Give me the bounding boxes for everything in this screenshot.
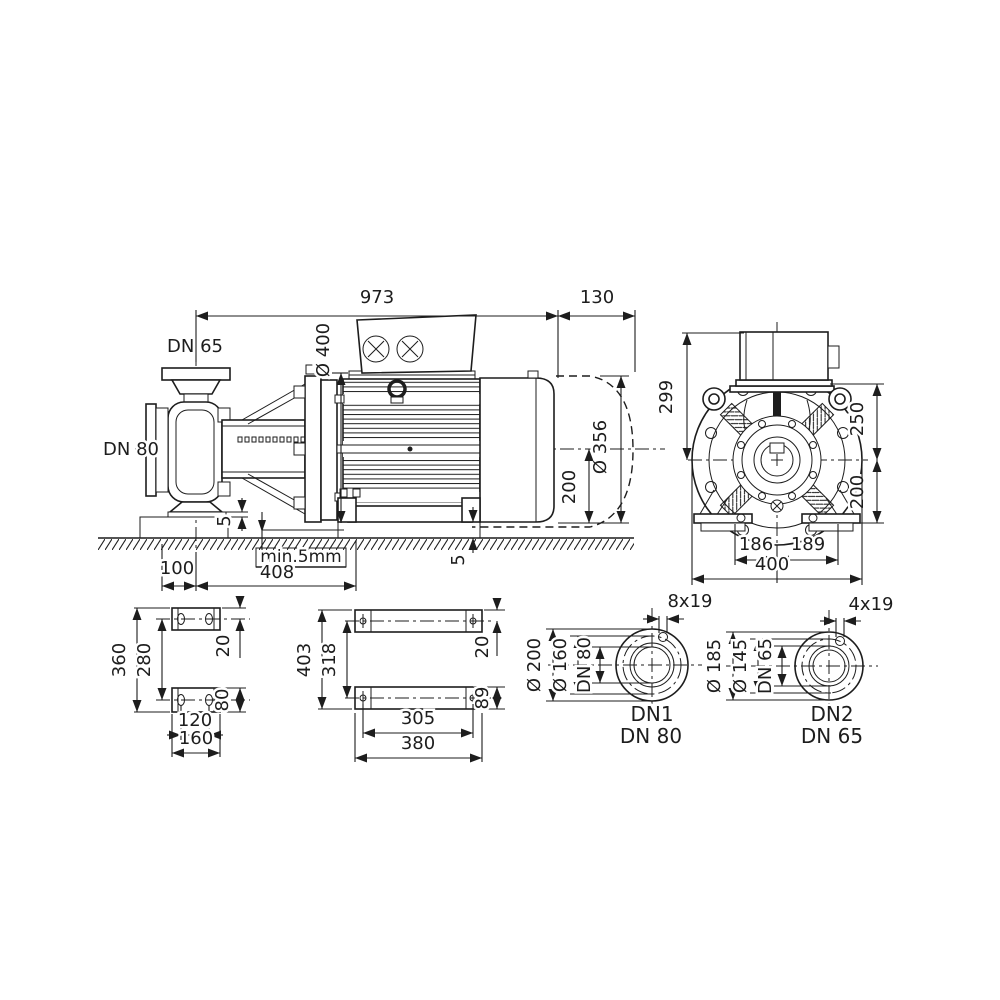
suction-neck [172, 380, 220, 394]
mf-hole-pitch-width-label: 305 [400, 708, 436, 729]
dn1-outer-diameter-label: Ø 200 [524, 637, 545, 693]
envelope-diameter-label: Ø 356 [590, 419, 611, 475]
motor-diameter-label: Ø 400 [313, 322, 334, 378]
pf-hole-pitch-length-label: 280 [134, 642, 155, 678]
pump-foot-plan [109, 598, 250, 757]
keyway [770, 443, 784, 453]
pf-hole-offset-label: 20 [213, 634, 234, 658]
mf-hole-pitch-length-label: 318 [319, 642, 340, 678]
housing-nub [528, 371, 538, 378]
flange-dn1-view [524, 591, 713, 748]
motor-foot-plan [294, 599, 505, 762]
dn1-dimensions [524, 591, 713, 701]
tie-rod-band-top [343, 394, 480, 404]
axis-to-base-label: 200 [847, 474, 868, 510]
motor-flange [294, 365, 337, 522]
discharge-port-label: DN 80 [103, 439, 159, 460]
dn2-bolt-pattern-label: 4x19 [848, 594, 894, 615]
rail-bolt-2 [353, 489, 360, 497]
mf-hole-offset-label: 20 [472, 635, 493, 659]
overall-width-label: 400 [754, 554, 790, 575]
suction-port-label: DN 65 [167, 336, 223, 357]
lantern-flange-plate [305, 376, 321, 522]
motor-rail [348, 506, 472, 522]
axis-to-box-top-label: 299 [656, 379, 677, 415]
dn1-bolt-circle-label: Ø 160 [550, 637, 571, 693]
flange-bolt-3 [294, 497, 305, 509]
mf-foot-width-label: 89 [472, 686, 493, 710]
motor [335, 315, 633, 527]
dn1-caption-id: DN1 [630, 702, 674, 726]
motor-shim-label: 5 [448, 554, 469, 566]
flange-bolt-2 [294, 443, 305, 455]
tie-rod-band-bottom [343, 492, 480, 502]
shaft-height-label: 200 [559, 469, 580, 505]
overall-length-label: 973 [359, 287, 395, 308]
motor-extension-label: 130 [579, 287, 615, 308]
axis-to-motor-foot-label: 408 [259, 562, 295, 583]
pf-foot-width-label: 80 [212, 688, 233, 712]
dn2-bolt-circle-label: Ø 145 [730, 638, 751, 694]
motor-grout [338, 522, 480, 538]
suction-flange [162, 368, 230, 380]
pump-shim-label: 5 [214, 515, 235, 527]
left-base-plate [701, 523, 745, 531]
lantern-bracket [222, 384, 305, 514]
flange-bolt-1 [294, 386, 305, 398]
ground-hatch [98, 539, 634, 550]
side-view [98, 287, 665, 591]
motor-foot-rear [462, 498, 480, 522]
pump-foot [170, 502, 222, 512]
terminal-box-front [740, 332, 828, 380]
motor-end-housing [480, 378, 554, 522]
edge-to-axis-label: 100 [159, 558, 195, 579]
dn1-bolt-pattern-label: 8x19 [667, 591, 713, 612]
lantern-body [222, 420, 305, 478]
cable-gland [828, 346, 839, 368]
tie-rod-tab-top [335, 395, 344, 403]
casing-bolt-bottom [218, 482, 230, 496]
axis-to-left-foot-label: 186 [738, 534, 774, 555]
dn2-caption-id: DN2 [810, 702, 854, 726]
mf-overall-width-label: 380 [400, 733, 436, 754]
mount-plate-wide [730, 386, 834, 392]
dn1-caption-dn: DN 80 [619, 724, 683, 748]
dn2-nominal-bore-label: DN 65 [755, 638, 776, 694]
axis-to-right-foot-label: 189 [790, 534, 826, 555]
dn2-caption-dn: DN 65 [800, 724, 864, 748]
axis-to-flange-top-label: 250 [847, 401, 868, 437]
pf-hole-pitch-width-label: 120 [177, 710, 213, 731]
mount-plate [736, 380, 832, 386]
dn2-outer-diameter-label: Ø 185 [704, 638, 725, 694]
dn2-dimensions [704, 594, 894, 700]
right-base-plate [809, 523, 853, 531]
terminal-screw-left [363, 336, 389, 362]
grout-note-label: min.5mm [260, 547, 342, 567]
mf-overall-length-label: 403 [294, 642, 315, 678]
pf-overall-width-label: 160 [178, 728, 214, 749]
terminal-screw-right [397, 336, 423, 362]
dn1-nominal-bore-label: DN 80 [574, 637, 595, 693]
lifting-eye-left [703, 388, 725, 410]
pf-overall-length-label: 360 [109, 642, 130, 678]
end-view [656, 322, 884, 585]
flange-dn2-view [704, 594, 894, 748]
shaft-dot [408, 447, 413, 452]
